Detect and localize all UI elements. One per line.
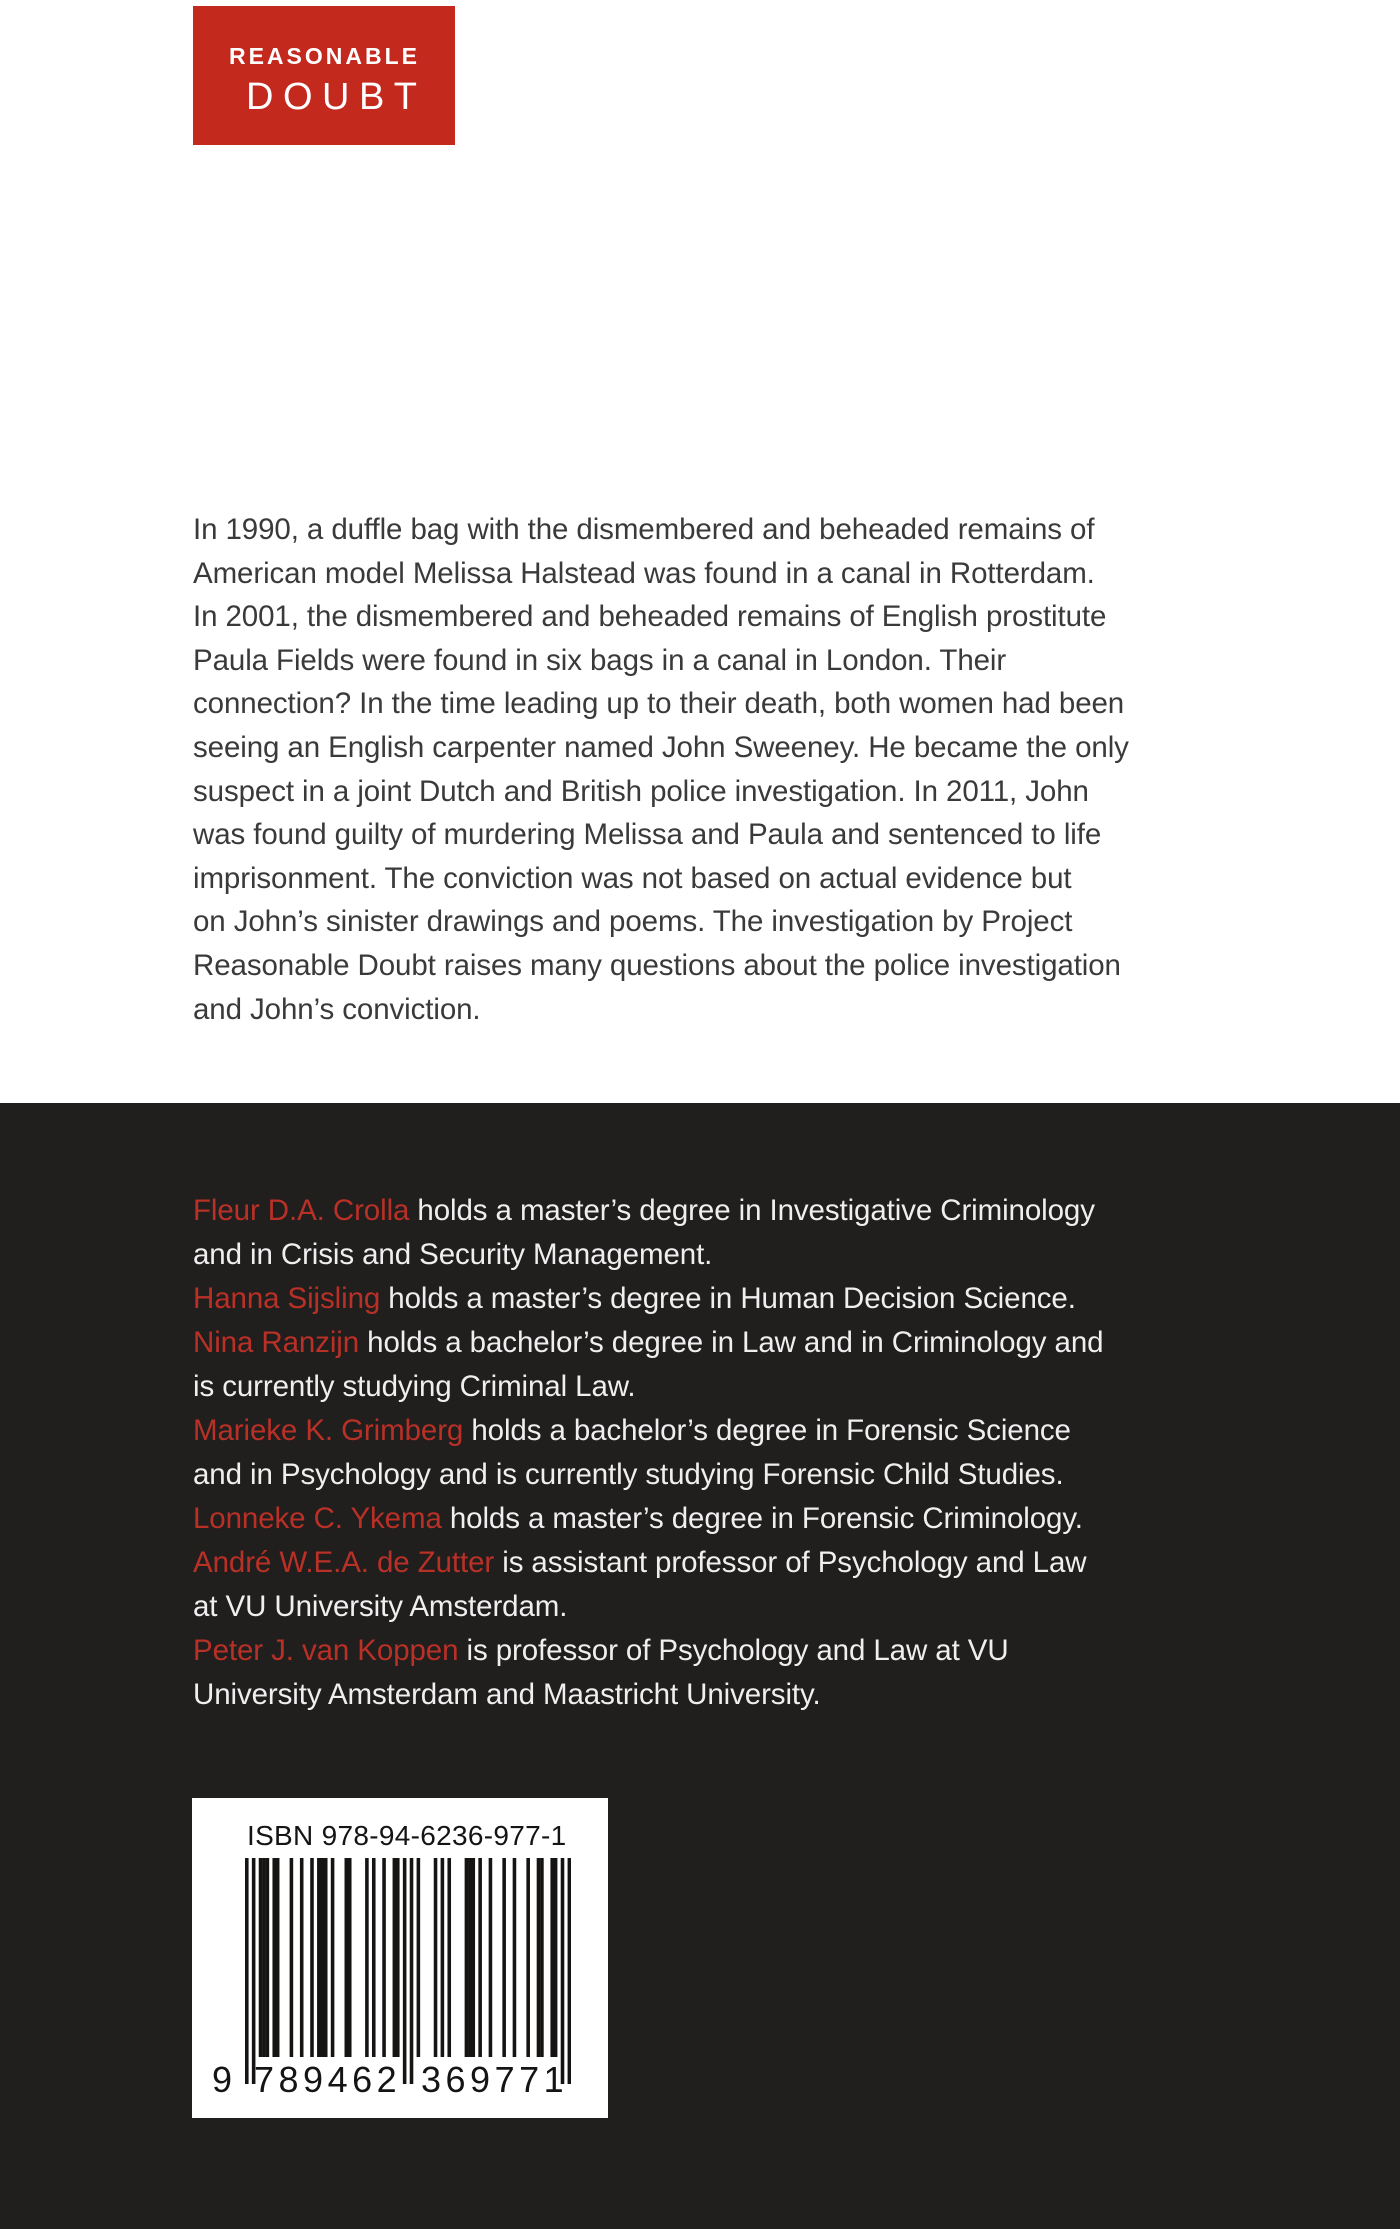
author-bio-line <box>193 1497 1103 1541</box>
author-bio-text: is professor of Psychology and Law at VU <box>458 1634 1009 1667</box>
barcode-digit-group: 369771 <box>421 2059 569 2100</box>
synopsis-line: suspect in a joint Dutch and British police investigation. In 2011, John <box>193 774 1089 808</box>
synopsis-line: imprisonment. The conviction was not based on actual evidence but <box>193 861 1072 895</box>
isbn-number-label: ISBN 978-94-6236-977-1 <box>247 1820 567 1851</box>
barcode-digit-group: 9 <box>212 2059 233 2100</box>
author-bio-text: and in Crisis and Security Management. <box>193 1238 713 1271</box>
author-bio-line <box>193 1453 1103 1497</box>
author-name: André W.E.A. de Zutter <box>193 1546 495 1579</box>
author-bio-line <box>193 1189 1103 1233</box>
author-bio-line <box>193 1233 1103 1277</box>
synopsis-line: connection? In the time leading up to their death, both women had been <box>193 687 1125 721</box>
author-bio-line <box>193 1409 1103 1453</box>
author-bio-text: holds a master’s degree in Human Decision Science. <box>380 1282 1076 1315</box>
synopsis-text <box>193 508 1129 1031</box>
barcode-digit-group: 789462 <box>254 2059 402 2100</box>
author-name: Fleur D.A. Crolla <box>193 1194 410 1227</box>
author-bio-line <box>193 1541 1103 1585</box>
synopsis-line: on John’s sinister drawings and poems. The investigation by Project <box>193 905 1073 939</box>
synopsis-line: and John’s conviction. <box>193 992 481 1026</box>
author-bio-line <box>193 1673 1103 1717</box>
isbn-barcode-block <box>192 1798 608 2118</box>
author-bio-text: holds a master’s degree in Forensic Criminology. <box>441 1502 1083 1535</box>
synopsis-line: American model Melissa Halstead was found in a canal in Rotterdam. <box>193 556 1095 590</box>
author-bio-text: is currently studying Criminal Law. <box>193 1370 636 1403</box>
author-bio-text: holds a master’s degree in Investigative Criminology <box>409 1194 1095 1227</box>
author-bio-text: is assistant professor of Psychology and Law <box>494 1546 1087 1579</box>
ean13-barcode <box>245 1858 571 2084</box>
synopsis-line: seeing an English carpenter named John Sweeney. He became the only <box>193 730 1129 764</box>
author-bio-line <box>193 1321 1103 1365</box>
authors-section <box>0 1103 1400 2229</box>
author-bios <box>193 1189 1103 1717</box>
author-bio-line <box>193 1365 1103 1409</box>
logo-text-line2: DOUBT <box>246 76 427 118</box>
author-name: Lonneke C. Ykema <box>193 1502 442 1535</box>
logo-text-line1: REASONABLE <box>228 43 420 69</box>
author-bio-text: holds a bachelor’s degree in Law and in Criminology and <box>359 1326 1104 1359</box>
barcode-digits <box>192 2059 608 2101</box>
author-name: Hanna Sijsling <box>193 1282 381 1315</box>
author-name: Peter J. van Koppen <box>193 1634 459 1667</box>
synopsis-line: Paula Fields were found in six bags in a canal in London. Their <box>193 643 1007 677</box>
author-bio-line <box>193 1277 1103 1321</box>
author-bio-text: at VU University Amsterdam. <box>193 1590 568 1623</box>
synopsis-line: In 2001, the dismembered and beheaded remains of English prostitute <box>193 600 1107 634</box>
author-bio-text: and in Psychology and is currently studying Forensic Child Studies. <box>193 1458 1064 1491</box>
author-name: Marieke K. Grimberg <box>193 1414 464 1447</box>
synopsis-line: Reasonable Doubt raises many questions about the police investigation <box>193 948 1121 982</box>
synopsis-line: was found guilty of murdering Melissa and Paula and sentenced to life <box>193 818 1102 852</box>
author-bio-text: holds a bachelor’s degree in Forensic Science <box>463 1414 1071 1447</box>
synopsis-line: In 1990, a duffle bag with the dismembered and beheaded remains of <box>193 513 1095 546</box>
author-bio-text: University Amsterdam and Maastricht University. <box>193 1678 821 1711</box>
author-name: Nina Ranzijn <box>193 1326 360 1359</box>
author-bio-line <box>193 1629 1103 1673</box>
publisher-logo <box>193 6 455 145</box>
author-bio-line <box>193 1585 1103 1629</box>
